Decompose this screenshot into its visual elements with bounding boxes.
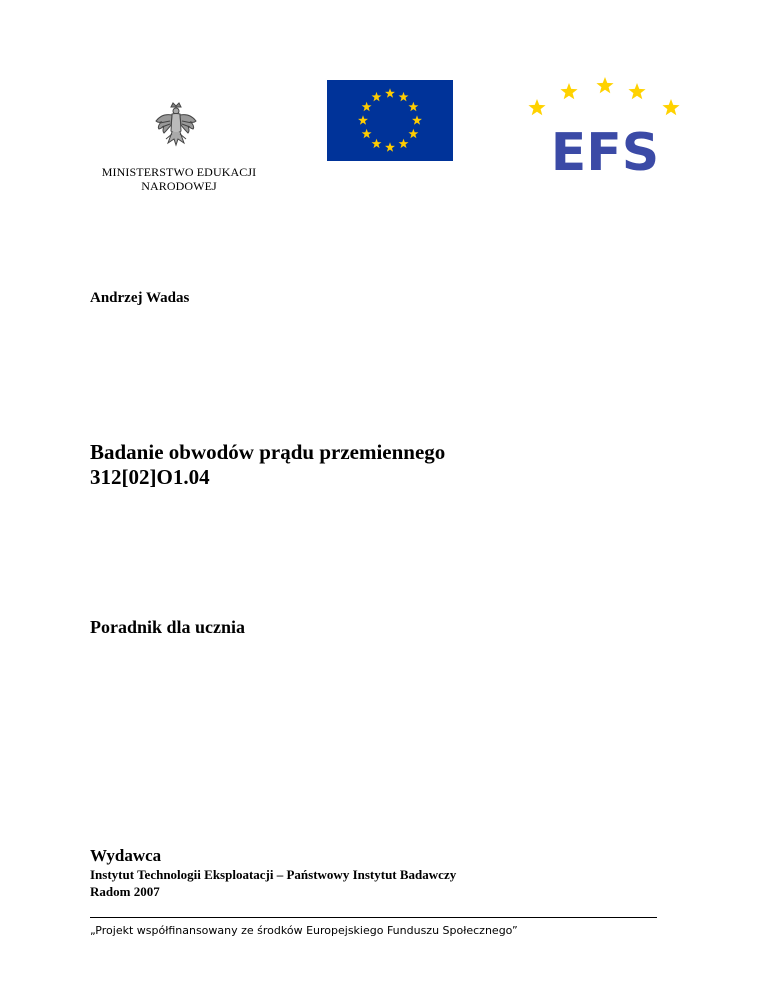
footer-funding-note: „Projekt współfinansowany ze środków Europejskiego Funduszu Społecznego”	[90, 924, 518, 937]
document-title-code: 312[02]O1.04	[90, 465, 210, 489]
ministry-name-line-1: MINISTERSTWO EDUKACJI	[101, 165, 257, 179]
publisher-name: Instytut Technologii Eksploatacji – Państwowy Instytut Badawczy	[90, 867, 457, 882]
publisher-details	[90, 866, 456, 900]
ministry-name-line-2: NARODOWEJ	[141, 179, 217, 193]
efs-star	[662, 99, 679, 115]
author-name: Andrzej Wadas	[90, 290, 190, 306]
ministry-name	[84, 165, 274, 193]
document-title-line-1: Badanie obwodów prądu przemiennego	[90, 440, 446, 464]
efs-star	[528, 99, 545, 115]
publisher-place-year: Radom 2007	[90, 884, 160, 899]
efs-logo-icon	[525, 74, 685, 178]
polish-eagle-emblem-icon	[152, 101, 200, 155]
efs-logo-text: EFS	[550, 123, 660, 178]
footer-divider	[90, 917, 657, 918]
document-title	[90, 440, 445, 490]
eu-flag-icon	[327, 80, 453, 161]
publisher-label: Wydawca	[90, 846, 162, 865]
efs-star	[628, 83, 645, 99]
document-subtitle: Poradnik dla ucznia	[90, 617, 246, 637]
efs-star	[560, 83, 577, 99]
efs-star	[596, 77, 613, 93]
